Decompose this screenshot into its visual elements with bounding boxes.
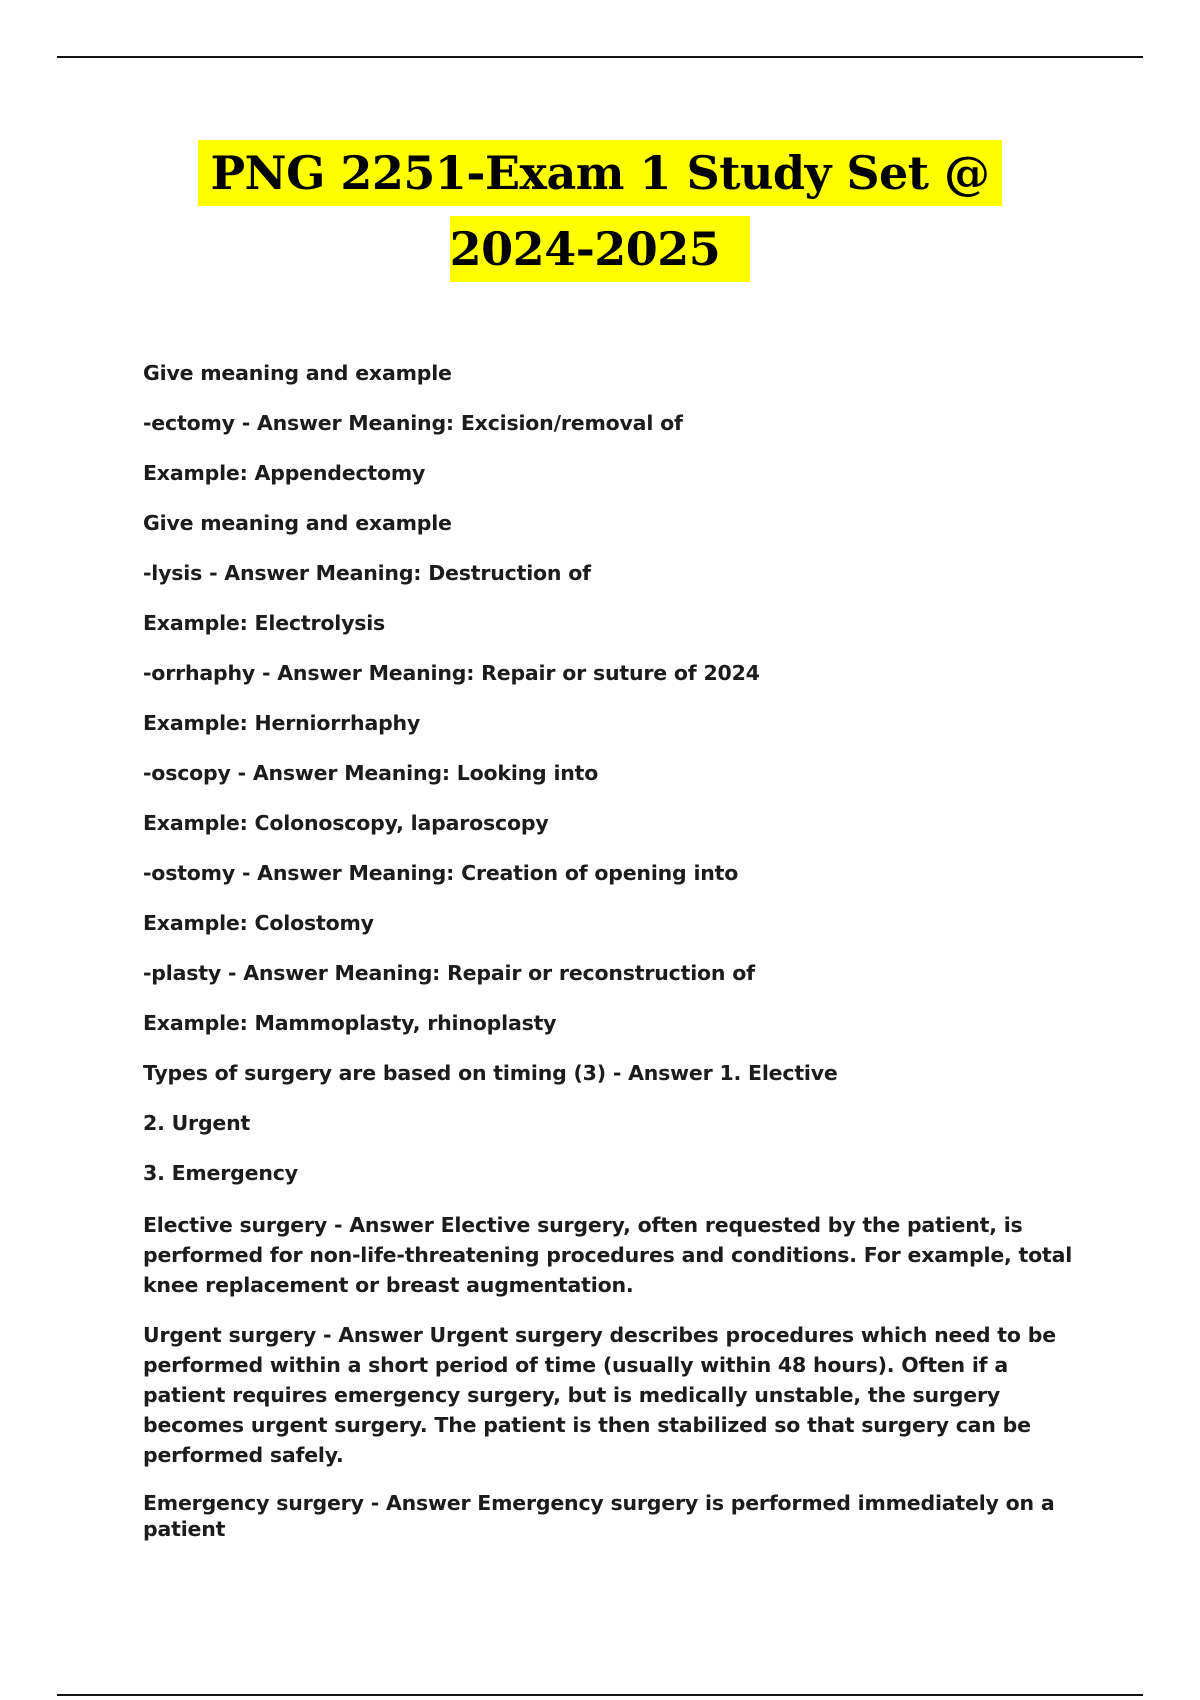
example-line: Example: Colostomy — [143, 911, 374, 935]
example-line: Example: Colonoscopy, laparoscopy — [143, 811, 549, 835]
answer-line: Types of surgery are based on timing (3) - Answer 1. Elective — [143, 1061, 838, 1085]
answer-line: -orrhaphy - Answer Meaning: Repair or suture of 2024 — [143, 661, 760, 685]
question-prompt: Give meaning and example — [143, 361, 452, 385]
answer-paragraph: Emergency surgery - Answer Emergency surgery is performed immediately on a patient — [143, 1491, 1055, 1541]
title-line-2: 2024-2025 — [450, 216, 751, 282]
answer-paragraph: Elective surgery - Answer Elective surgery, often requested by the patient, is performed for non-life-threatening procedures and conditions. For example, total knee replacement or breast augmentation. — [143, 1213, 1073, 1297]
question-prompt: Give meaning and example — [143, 511, 452, 535]
bottom-rule — [57, 1694, 1143, 1696]
document-title — [0, 140, 1200, 282]
answer-line: -plasty - Answer Meaning: Repair or reconstruction of — [143, 961, 755, 985]
list-item: 3. Emergency — [143, 1161, 298, 1185]
example-line: Example: Electrolysis — [143, 611, 386, 635]
answer-line: -ectomy - Answer Meaning: Excision/removal of — [143, 411, 683, 435]
example-line: Example: Mammoplasty, rhinoplasty — [143, 1011, 557, 1035]
top-rule — [57, 56, 1143, 58]
document-body — [143, 360, 1088, 1566]
example-line: Example: Appendectomy — [143, 461, 426, 485]
example-line: Example: Herniorrhaphy — [143, 711, 421, 735]
answer-paragraph: Urgent surgery - Answer Urgent surgery describes procedures which need to be performed within a short period of time (usually within 48 hours). Often if a patient requires emergency surgery, but is medically unstable, the surgery becomes urgent surgery. The patient is then stabilized so that surgery can be performed safely. — [143, 1323, 1056, 1467]
answer-line: -ostomy - Answer Meaning: Creation of opening into — [143, 861, 739, 885]
answer-line: -oscopy - Answer Meaning: Looking into — [143, 761, 599, 785]
title-line-1: PNG 2251-Exam 1 Study Set @ — [198, 140, 1001, 206]
answer-line: -lysis - Answer Meaning: Destruction of — [143, 561, 591, 585]
list-item: 2. Urgent — [143, 1111, 251, 1135]
